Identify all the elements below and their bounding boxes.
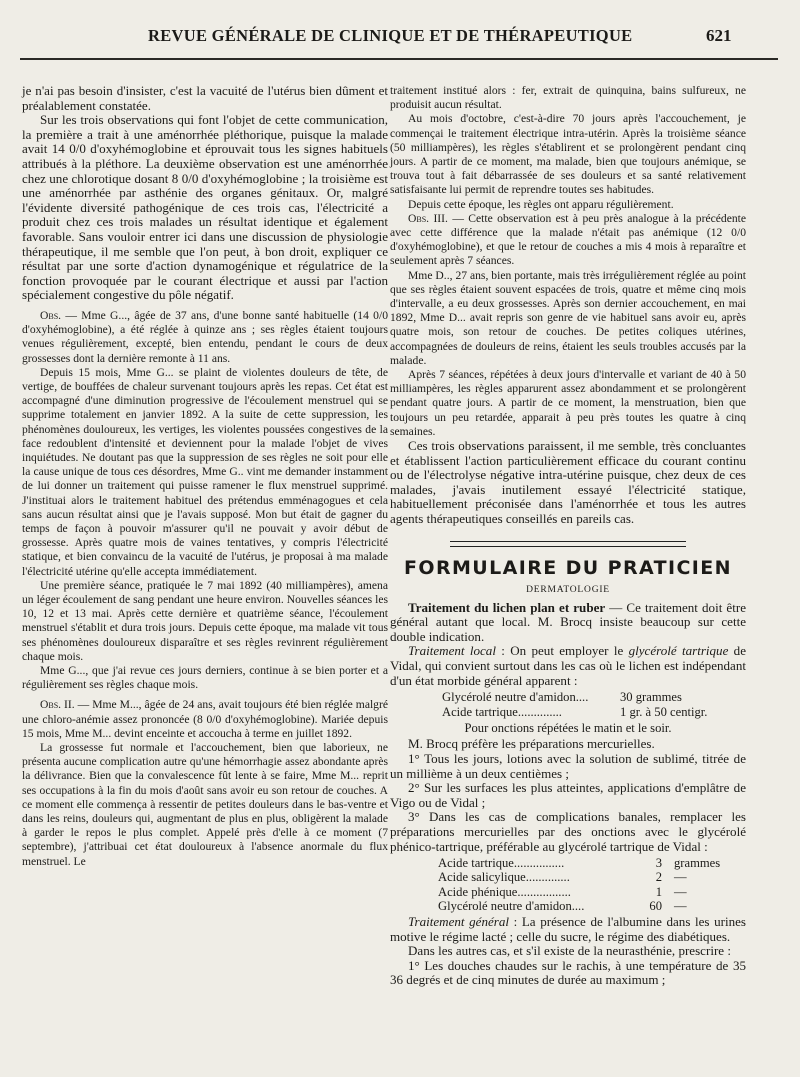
- list-item-3: 3° Dans les cas de complications banales, remplacer les préparations mercurielles par des onctions avec le glycérolé phénico-tartrique, préférable au glycérolé tartrique de Vidal :: [390, 809, 746, 854]
- local-treatment-text-a: : On peut employer le: [495, 643, 629, 659]
- observation-1-text: — Mme G..., âgée de 37 ans, d'une bonne santé habituelle (14 0/0 d'oxyhémoglobine), a été réglée à quinze ans ; ses règles étaient toujours venues régulièrement, excepté, bien entendu, pendant le cours de deux grossesses dont la dernière remonte à 11 ans.: [22, 308, 388, 365]
- general-treatment-text: : La présence de l'albumine dans les urines motive le régime lacté ; celle du sucre, le régime des diabétiques.: [390, 913, 746, 944]
- observation-3: [390, 212, 746, 269]
- recipe-1-note: Pour onctions répétées le matin et le soir.: [464, 721, 672, 736]
- page-number: 621: [706, 26, 732, 45]
- local-treatment-text-b: de Vidal, qui convient surtout dans les cas où le lichen est indépendant d'un état morbide général apparent :: [390, 643, 746, 688]
- list-item-1: 1° Tous les jours, lotions avec la solution de sublimé, titrée de un millième à un deux centièmes ;: [390, 751, 746, 781]
- entry-intro: [390, 601, 746, 645]
- running-title: REVUE GÉNÉRALE DE CLINIQUE ET DE THÉRAPEUTIQUE: [148, 26, 633, 45]
- recipe-2: [438, 856, 746, 913]
- right-paragraph-6: Ces trois observations paraissent, il me semble, très concluantes et établissent l'action particulièrement efficace du courant continu ou de l'électrolyse négative intra-utérine puisque, chez deux de ces malades, j'avais inutilement essayé l'électricité statique, habituellement préconisée dans l'aménorrhée et tous les autres agents thérapeutiques conseillés en pareils cas.: [390, 438, 746, 527]
- local-treatment: [390, 644, 746, 688]
- entry-title: Traitement du lichen plan et ruber: [408, 599, 606, 615]
- recipe-2-unit: —: [674, 884, 687, 899]
- right-paragraph-4: Mme D.., 27 ans, bien portante, mais très irrégulièrement réglée au point que ses règles étaient souvent espacées de trois, quatre et même cinq mois d'intervalle, a eu deux grossesses. Après son dernier accouchement, en mai 1892, Mme D... avait repris son genre de vie habituel sans avoir eu, après quatre mois, son retour de couches. De petites coliques utérines, accompagnées de douleurs de reins, étaient les seuls troubles accusés par la malade.: [390, 268, 746, 367]
- recipe-2-quantity: 2: [655, 870, 662, 885]
- recipe-2-row: [438, 856, 746, 870]
- recipe-2-quantity: 60: [649, 898, 662, 913]
- left-paragraph-6: La grossesse fut normale et l'accouchement, bien que laborieux, ne présenta aucune complication autre qu'une hémorrhagie assez abondante après la délivrance. Bien que la convalescence fût lente à se faire, Mme M... reprit ses occupations à la fin du mois d'août sans avoir eu son retour de couches. A ce moment elle commença à ressentir de petites douleurs dans le bas-ventre et dans les reins, douleurs qui, augmentant de plus en plus, obligèrent la malade à garder le repos le plus complet. Appelé près d'elle à ce moment (7 septembre), j'attribuai cet état douloureux à l'absence anormale du flux menstruel. Le: [22, 741, 388, 868]
- recipe-2-quantity: 1: [655, 884, 662, 899]
- observation-3-label: Obs. III.: [408, 211, 448, 225]
- recipe-1-ingredient: Glycérolé neutre d'amidon....: [442, 690, 589, 705]
- recipe-2-unit: grammes: [674, 856, 721, 871]
- list-item-4: 1° Les douches chaudes sur le rachis, à une température de 35 36 degrés et de cinq minutes de durée au maximum ;: [390, 957, 746, 988]
- right-paragraph-7: M. Brocq préfère les préparations mercurielles.: [408, 736, 655, 752]
- observation-2-label: Obs. II.: [40, 698, 75, 712]
- section-heading: DERMATOLOGIE: [526, 584, 610, 595]
- list-item-2: 2° Sur les surfaces les plus atteintes, applications d'emplâtre de Vigo ou de Vidal ;: [390, 780, 746, 810]
- observation-2: [22, 698, 388, 741]
- general-treatment: [390, 915, 746, 944]
- left-paragraph-1: je n'ai pas besoin d'insister, c'est la vacuité de l'utérus bien dûment et préalablement constatée.: [22, 83, 388, 113]
- observation-1-label: Obs.: [40, 308, 62, 322]
- right-paragraph-1: traitement institué alors : fer, extrait de quinquina, bains sulfureux, ne produisit aucun résultat.: [390, 84, 746, 112]
- page-header: [0, 26, 800, 52]
- general-treatment-label: Traitement général: [408, 913, 509, 929]
- right-paragraph-2: Au mois d'octobre, c'est-à-dire 70 jours après l'accouchement, je commençai le traitement électrique intra-utérin. Après la troisième séance (50 milliampères), les règles s'établirent et se prolongèrent pendant cinq jours. A partir de ce moment, ma malade, bien que toujours anémique, se trouva tout à fait débarrassée de ses douleurs et sa santé relativement satisfaisante lui permit de reprendre toutes ses habitudes.: [390, 112, 746, 197]
- entry-intro-text: — Ce traitement doit être général autant que local. M. Brocq insiste beaucoup sur cette double indication.: [390, 599, 746, 644]
- recipe-2-ingredient: Acide salicylique..............: [438, 870, 570, 885]
- recipe-2-ingredient: Acide tartrique................: [438, 856, 565, 871]
- observation-2-text: — Mme M..., âgée de 24 ans, avait toujours été bien réglée malgré une chloro-anémie assez prononcée (8 0/0 d'oxyhémoglobine). Mariée depuis 15 mois, Mme M... devint enceinte et accoucha à terme en juillet 1892.: [22, 698, 388, 740]
- left-paragraph-3: Depuis 15 mois, Mme G... se plaint de violentes douleurs de tête, de vertige, de bouffées de chaleur survenant toujours après les repas. Cet état est accompagné d'une diminution progressive de l'écoulement menstruel qui se supprime totalement en janvier 1892. A la suite de cette suppression, les phénomènes douloureux, les vertiges, les violentes poussées congestives de la face redoublent d'intensité et deviennent pour la malade l'objet de vives inquiétudes. Ne doutant pas que la suppression de ses règles ne soit pour elle la cause unique de tous ces désordres, Mme G.. vint me demander instamment de lui donner un traitement qui puisse ramener le flux menstruel supprimé. J'instituai alors le traitement habituel des prétendus emménagogues et cela sans aucun résultat ainsi que je l'avais supposé. Mon but était de gagner du temps de façon à pouvoir m'assurer qu'il ne pouvait y avoir début de grossesse. Après quatre mois de vaines tentatives, y compris l'électricité statique, et bien convaincu de la vacuité de l'utérus, je proposai à ma malade l'électricité utérine qu'elle accepta immédiatement.: [22, 365, 388, 578]
- recipe-2-ingredient: Acide phénique.................: [438, 884, 571, 899]
- recipe-1: [442, 690, 746, 719]
- right-paragraph-5: Après 7 séances, répétées à deux jours d'intervalle et variant de 40 à 50 milliampères, les règles apparurent assez abondamment et se prolongèrent pendant quatre jours. A partir de ce moment, la menstruation, bien que toujours un peu retardée, apparait à peu près toutes les quatre à cinq semaines.: [390, 368, 746, 438]
- observation-3-text: — Cette observation est à peu près analogue à la précédente avec cette différence que la malade n'était pas anémique (12 0/0 d'oxyhémoglobine), et que le retour de couches a mis 4 mois à reparaître et seulement après 7 séances.: [390, 211, 746, 268]
- right-column: [390, 84, 746, 988]
- recipe-1-row: [442, 705, 746, 719]
- recipe-1-quantity: 30 grammes: [620, 690, 682, 705]
- left-column: [22, 84, 388, 869]
- recipe-2-unit: —: [674, 898, 687, 913]
- recipe-2-ingredient: Glycérolé neutre d'amidon....: [438, 898, 585, 913]
- right-paragraph-8: Dans les autres cas, et s'il existe de la neurasthénie, prescrire :: [408, 943, 731, 959]
- local-treatment-emphasis: glycérolé tartrique: [628, 643, 729, 659]
- recipe-2-row: [438, 885, 746, 899]
- formulaire-title: FORMULAIRE DU PRATICIEN: [404, 556, 732, 579]
- recipe-2-row: [438, 870, 746, 884]
- recipe-2-unit: —: [674, 870, 687, 885]
- recipe-1-row: [442, 690, 746, 704]
- recipe-2-quantity: 3: [655, 856, 662, 871]
- header-rule: [20, 58, 778, 60]
- local-treatment-label: Traitement local: [408, 643, 496, 659]
- recipe-1-ingredient: Acide tartrique..............: [442, 704, 562, 719]
- recipe-2-row: [438, 899, 746, 913]
- recipe-1-quantity: 1 gr. à 50 centigr.: [620, 704, 708, 719]
- left-paragraph-2: Sur les trois observations qui font l'objet de cette communication, la première a trait à une aménorrhée pléthorique, puisque la malade avait 14 0/0 d'oxyhémoglobine et éprouvait tous les signes habituels attribués à la pléthore. La deuxième observation est une aménorrhée chez une chlorotique dosant 8 0/0 d'oxyhémoglobine ; la troisième est une aménorrhée par asthénie des organes génitaux. Or, malgré l'évidente diversité pathogénique de ces trois cas, l'électricité a produit chez ces trois malades un résultat identique et également favorable. Sans vouloir entrer ici dans une discussion de physiologie thérapeutique, il me semble que l'on peut, à bon droit, expliquer ce résultat par une sorte d'action dynamogénique et régulatrice de la fonction provoquée par le courant électrique et aussi par l'action spécialement congestive du pôle négatif.: [22, 112, 388, 303]
- right-paragraph-3: Depuis cette époque, les règles ont apparu régulièrement.: [408, 197, 674, 211]
- left-paragraph-4: Une première séance, pratiquée le 7 mai 1892 (40 milliampères), amena un léger écoulement de sang pendant une heure environ. Nouvelles séances les 10, 12 et 13 mai. Après cette dernière et quatrième séance, l'écoulement menstruel s'établit et dura trois jours. Depuis cette époque, ma malade vit tous ses phénomènes douloureux disparaître et ses règles revinrent régulièrement chaque mois.: [22, 578, 388, 663]
- section-divider: [450, 541, 686, 547]
- left-paragraph-5: Mme G..., que j'ai revue ces jours derniers, continue à se bien porter et a régulièrement ses règles chaque mois.: [22, 663, 388, 692]
- observation-1: [22, 309, 388, 366]
